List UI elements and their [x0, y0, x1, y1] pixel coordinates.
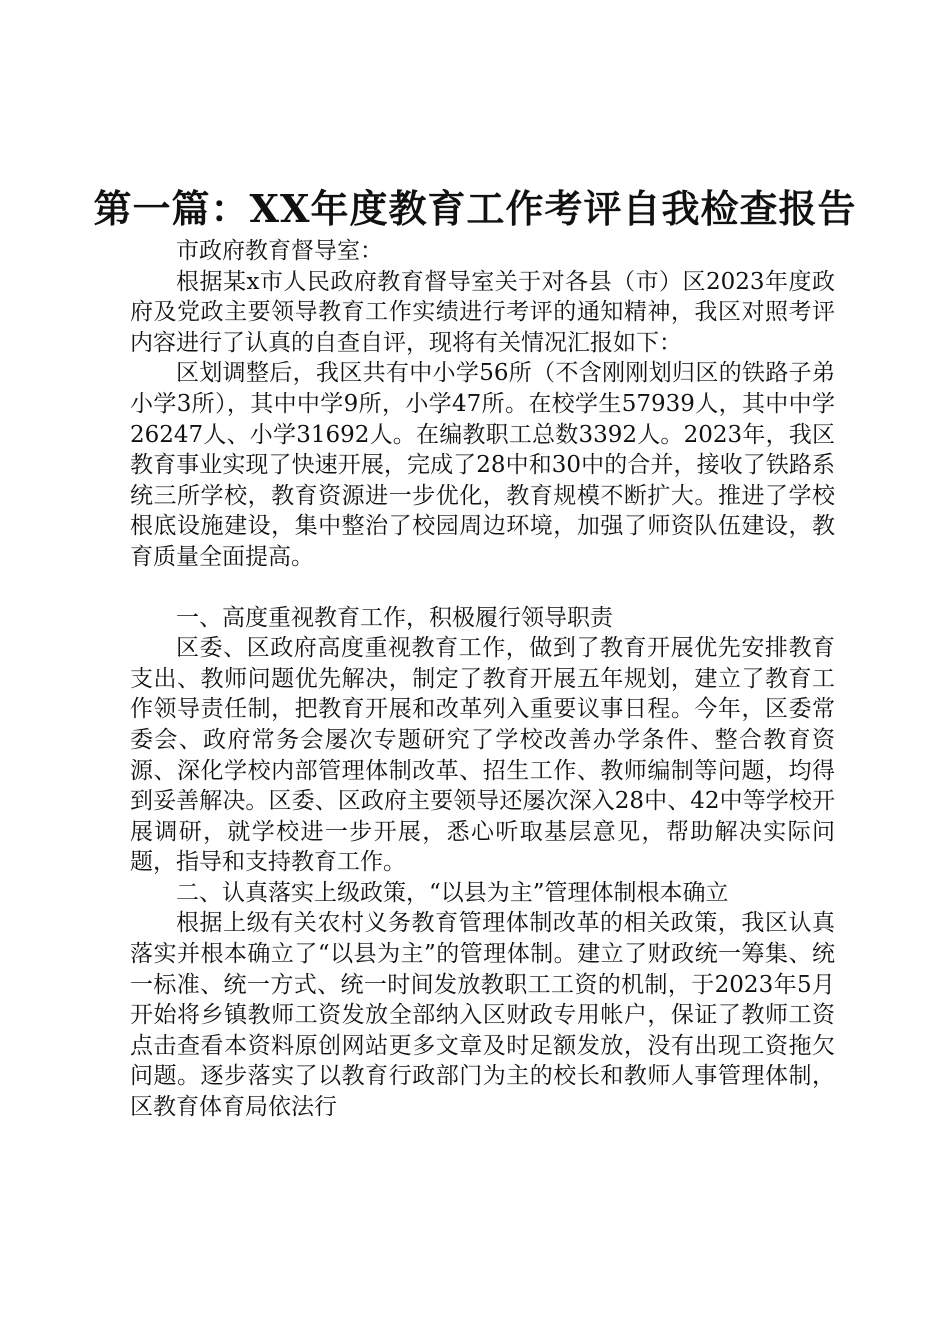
section-1-paragraph: 区委、区政府高度重视教育工作，做到了教育开展优先安排教育支出、教师问题优先解决，制定了教育开展五年规划，建立了教育工作领导责任制，把教育开展和改革列入重要议事日程。今年，区委常委会、政府常务会屡次专题研究了学校改善办学条件、整合教育资源、深化学校内部管理体制改革、招生工作、教师编制等问题，均得到妥善解决。区委、区政府主要领导还屡次深入28中、42中等学校开展调研，就学校进一步开展，悉心听取基层意见，帮助解决实际问题，指导和支持教育工作。	[130, 635, 835, 876]
section-2-paragraph: 根据上级有关农村义务教育管理体制改革的相关政策，我区认真落实并根本确立了“以县为主”的管理体制。建立了财政统一筹集、统一标准、统一方式、统一时间发放教职工工资的机制，于2023年5月开始将乡镇教师工资发放全部纳入区财政专用帐户，保证了教师工资点击查看本资料原创网站更多文章及时足额发放，没有出现工资拖欠问题。逐步落实了以教育行政部门为主的校长和教师人事管理体制，区教育体育局依法行	[130, 910, 835, 1121]
section-1-heading: 一、高度重视教育工作，积极履行领导职责	[176, 604, 613, 631]
salutation: 市政府教育督导室：	[176, 238, 383, 264]
document-title: 第一篇：XX年度教育工作考评自我检查报告	[93, 186, 857, 231]
document-body	[130, 236, 835, 1123]
section-2-heading: 二、认真落实上级政策，“以县为主”管理体制根本确立	[176, 879, 729, 906]
overview-paragraph: 区划调整后，我区共有中小学56所（不含刚刚划归区的铁路子弟小学3所），其中中学9所，小学47所。在校学生57939人，其中中学26247人、小学31692人。在编教职工总数3392人。2023年，我区教育事业实现了快速开展，完成了28中和30中的合并，接收了铁路系统三所学校，教育资源进一步优化，教育规模不断扩大。推进了学校根底设施建设，集中整治了校园周边环境，加强了师资队伍建设，教育质量全面提高。	[130, 360, 835, 570]
intro-paragraph: 根据某x市人民政府教育督导室关于对各县（市）区2023年度政府及党政主要领导教育工作实绩进行考评的通知精神，我区对照考评内容进行了认真的自查自评，现将有关情况汇报如下：	[130, 268, 835, 356]
